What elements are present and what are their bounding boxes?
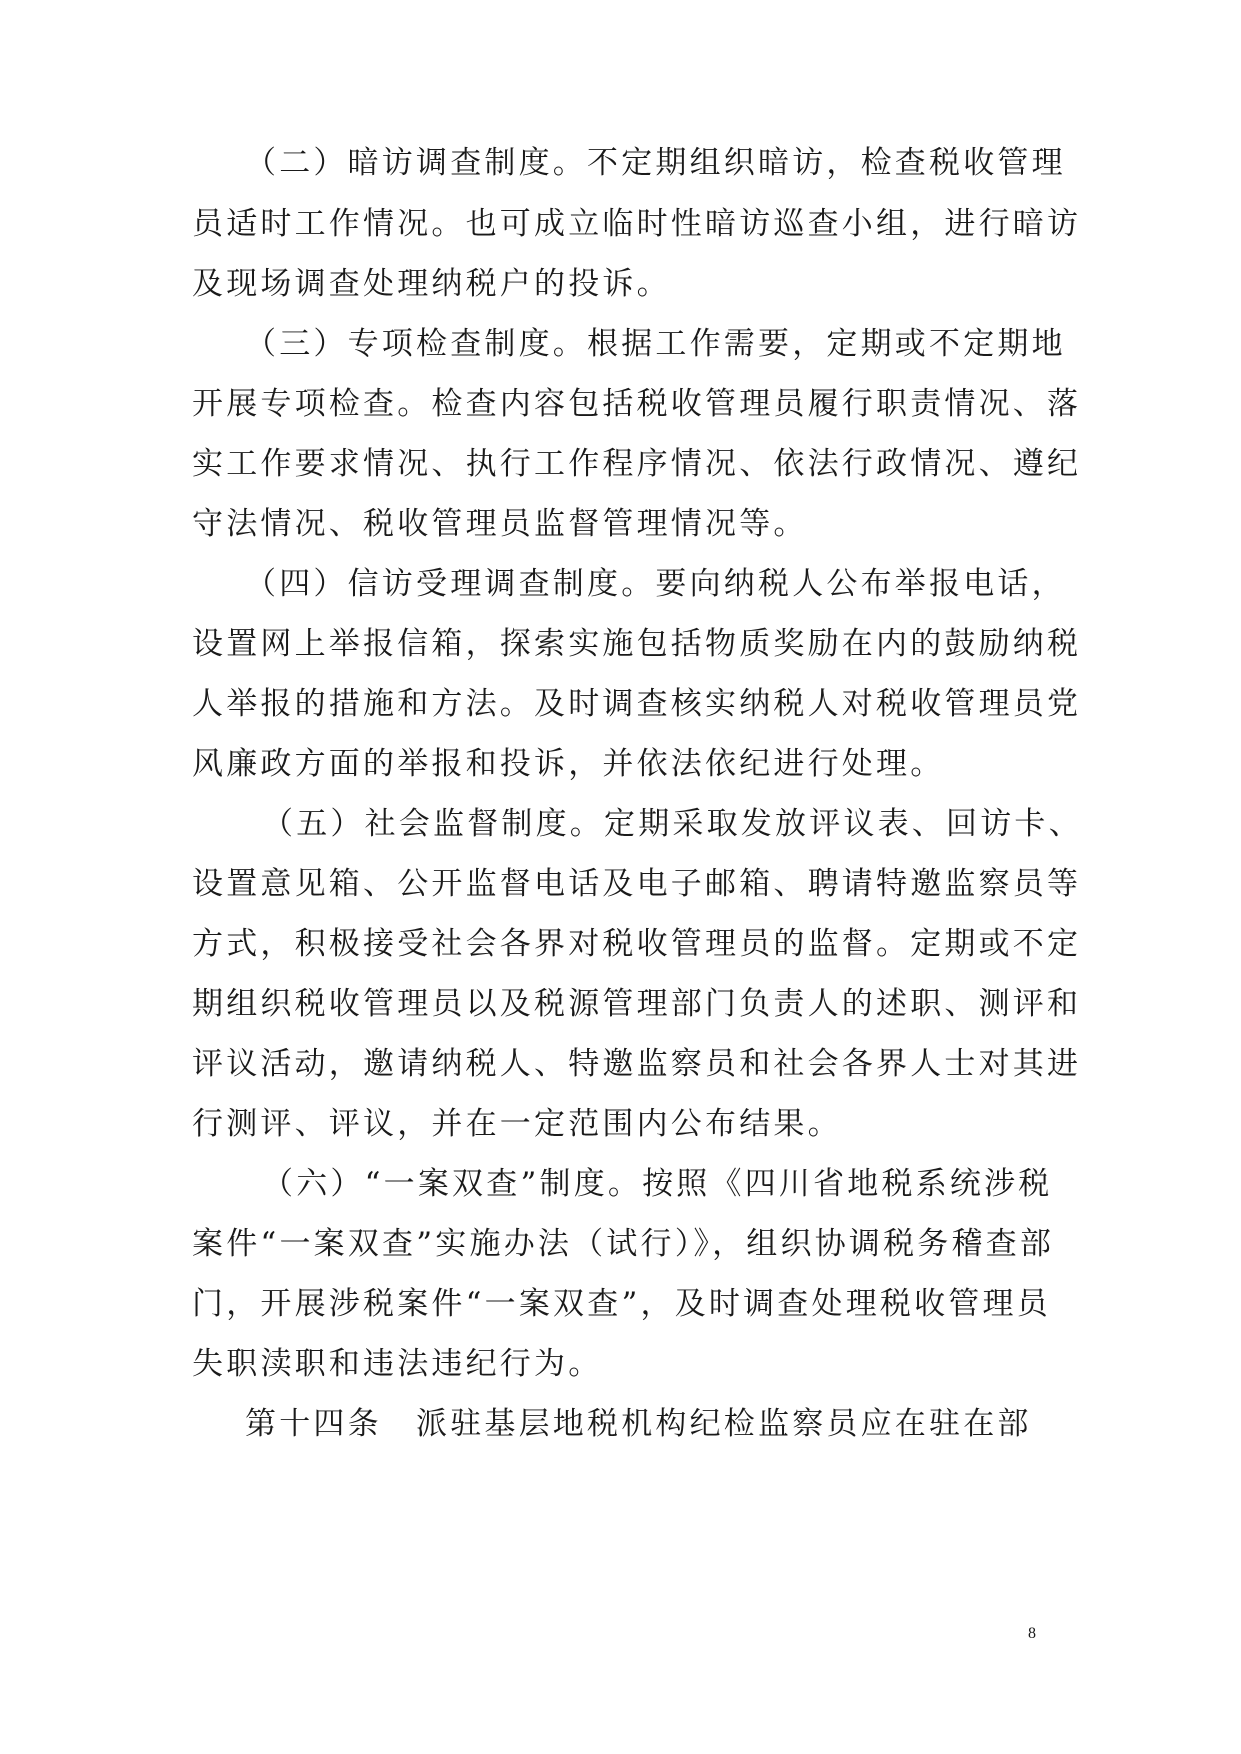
text-line: 人举报的措施和方法。及时调查核实纳税人对税收管理员党: [192, 686, 1082, 722]
text-line: （五）社会监督制度。定期采取发放评议表、回访卡、: [262, 806, 1083, 842]
text-line: 守法情况、税收管理员监督管理情况等。: [192, 506, 808, 542]
text-line: 行测评、评议，并在一定范围内公布结果。: [192, 1106, 842, 1142]
text-line: 失职渎职和违法违纪行为。: [192, 1346, 603, 1382]
text-line: 及现场调查处理纳税户的投诉。: [192, 266, 671, 302]
article-line: 第十四条 派驻基层地税机构纪检监察员应在驻在部: [245, 1406, 1032, 1442]
text-line: 设置网上举报信箱，探索实施包括物质奖励在内的鼓励纳税: [192, 626, 1082, 662]
page-number: 8: [1028, 1625, 1036, 1642]
text-line: （三）专项检查制度。根据工作需要，定期或不定期地: [245, 326, 1066, 362]
text-line: 期组织税收管理员以及税源管理部门负责人的述职、测评和: [192, 986, 1082, 1022]
text-line: 员适时工作情况。也可成立临时性暗访巡查小组，进行暗访: [192, 206, 1082, 242]
text-line: 案件“一案双查”实施办法（试行）》，组织协调税务稽查部: [192, 1226, 1055, 1262]
text-line: （二）暗访调查制度。不定期组织暗访，检查税收管理: [245, 145, 1066, 181]
text-line: 设置意见箱、公开监督电话及电子邮箱、聘请特邀监察员等: [192, 866, 1082, 902]
text-line: 实工作要求情况、执行工作程序情况、依法行政情况、遵纪: [192, 446, 1082, 482]
text-line: 门，开展涉税案件“一案双查”，及时调查处理税收管理员: [192, 1286, 1051, 1322]
text-line: （四）信访受理调查制度。要向纳税人公布举报电话，: [245, 566, 1066, 602]
text-line: 风廉政方面的举报和投诉，并依法依纪进行处理。: [192, 746, 945, 782]
text-line: 开展专项检查。检查内容包括税收管理员履行职责情况、落: [192, 386, 1082, 422]
text-line: 方式，积极接受社会各界对税收管理员的监督。定期或不定: [192, 926, 1082, 962]
text-line: 评议活动，邀请纳税人、特邀监察员和社会各界人士对其进: [192, 1046, 1082, 1082]
text-line: （六）“一案双查”制度。按照《四川省地税系统涉税: [262, 1166, 1053, 1202]
